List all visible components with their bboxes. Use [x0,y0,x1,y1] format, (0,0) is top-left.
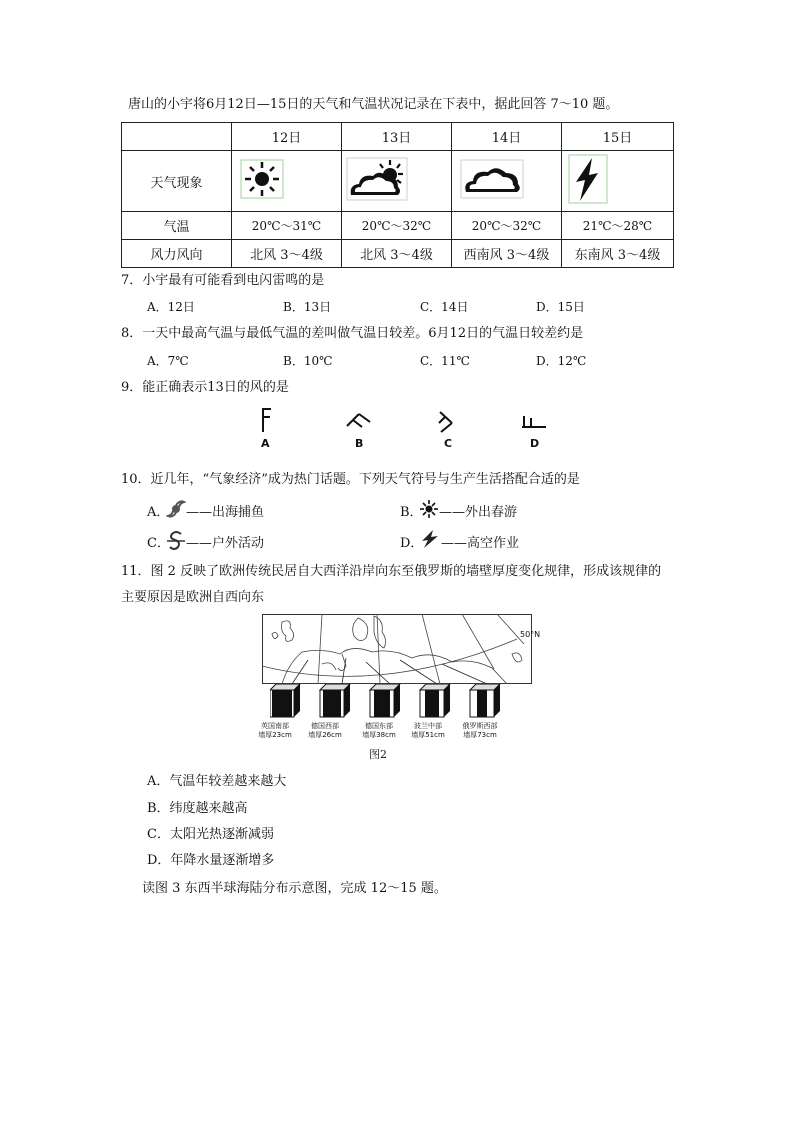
table-header-cell [122,123,232,151]
q10-option-c-text: ——户外活动 [186,536,265,551]
partly-cloudy-icon [346,157,408,201]
cloud-icon [460,159,524,199]
q7-option-a: A．12日 [147,300,195,314]
q10-option-b-text: ——外出春游 [439,505,518,520]
house-1 [270,684,300,717]
latitude-label: 50°N [520,630,541,639]
q10-option-d-letter: D． [400,536,424,551]
lightning-icon [568,154,608,204]
q8-option-d: D．12℃ [536,354,587,368]
temp-cell: 21℃～28℃ [562,212,674,240]
wind-row [122,240,674,268]
wind-cell: 西南风 3～4级 [452,240,562,268]
question-11-line2: 主要原因是欧洲自西向东 [121,590,265,605]
typhoon-icon [166,499,186,519]
house-3 [370,684,400,717]
q9-option-c: C [444,437,453,450]
q8-option-b: B．10℃ [283,354,333,368]
wind-cell: 东南风 3～4级 [562,240,674,268]
next-section-intro: 读图 3 东西半球海陆分布示意图，完成 12～15 题。 [142,881,447,896]
q9-option-d: D [530,437,540,450]
q11-option-d: D．年降水量逐渐增多 [147,853,275,868]
q11-option-b: B．纬度越来越高 [147,801,248,816]
q8-option-c: C．11℃ [420,354,470,368]
q10-option-d-text: ——高空作业 [441,536,520,551]
lightning-icon [419,529,441,549]
row-label: 气温 [122,212,232,240]
question-10: 10．近几年，“气象经济”成为热门话题。下列天气符号与生产生活搭配合适的是 [121,472,580,487]
house-label-2: 德国西部 墙厚26cm [308,722,342,739]
house-label-3: 德国东部 墙厚38cm [362,722,396,739]
row-label: 天气现象 [122,151,232,212]
wind-symbol-d [522,416,546,427]
question-11-line1: 11．图 2 反映了欧洲传统民居自大西洋沿岸向东至俄罗斯的墙壁厚度变化规律，形成该规律的 [121,564,662,579]
sun-icon [240,159,284,199]
q7-option-d: D．15日 [536,300,585,314]
q7-option-c: C．14日 [420,300,469,314]
wind-cell: 北风 3～4级 [232,240,342,268]
row-label: 风力风向 [122,240,232,268]
wind-symbol-c [439,412,452,432]
weather-row [122,151,674,212]
q10-option-b-letter: B． [400,505,423,520]
intro-text: 唐山的小宇将6月12日—15日的天气和气温状况记录在下表中，据此回答 7～10 题。 [128,97,619,112]
q9-option-b: B [355,437,364,450]
table-header-row [122,123,674,151]
europe-map [262,614,532,684]
temp-cell: 20℃～31℃ [232,212,342,240]
house-label-5: 俄罗斯西部 墙厚73cm [462,722,498,739]
table-header-cell: 15日 [562,123,674,151]
temp-cell: 20℃～32℃ [342,212,452,240]
question-9: 9．能正确表示13日的风的是 [121,380,289,395]
house-5 [470,684,500,717]
q7-option-b: B．13日 [283,300,332,314]
question-7: 7．小宇最有可能看到电闪雷鸣的是 [121,273,325,288]
q11-option-a: A．气温年较差越来越大 [147,774,287,789]
wind-symbol-b [347,414,370,427]
house-2 [320,684,350,717]
wall-houses [270,684,510,718]
wind-symbols [254,406,574,436]
wind-cell: 北风 3～4级 [342,240,452,268]
q10-option-c-letter: C． [147,536,170,551]
weather-table [121,122,674,268]
table-header-cell: 13日 [342,123,452,151]
sandstorm-icon [166,530,186,552]
q8-option-a: A．7℃ [147,354,189,368]
house-4 [420,684,450,717]
wind-symbol-a [263,408,271,432]
house-label-1: 英国南部 墙厚23cm [258,722,292,739]
house-label-4: 波兰中部 墙厚51cm [411,722,445,739]
figure-caption: 图2 [369,748,387,761]
q10-option-a-letter: A． [147,505,170,520]
temp-cell: 20℃～32℃ [452,212,562,240]
q10-option-a-text: ——出海捕鱼 [186,505,265,520]
q11-option-c: C．太阳光热逐渐减弱 [147,827,274,842]
temp-row [122,212,674,240]
question-8: 8．一天中最高气温与最低气温的差叫做气温日较差。6月12日的气温日较差约是 [121,326,584,341]
q9-option-a: A [261,437,270,450]
table-header-cell: 14日 [452,123,562,151]
table-header-cell: 12日 [232,123,342,151]
sun-icon [419,499,439,519]
